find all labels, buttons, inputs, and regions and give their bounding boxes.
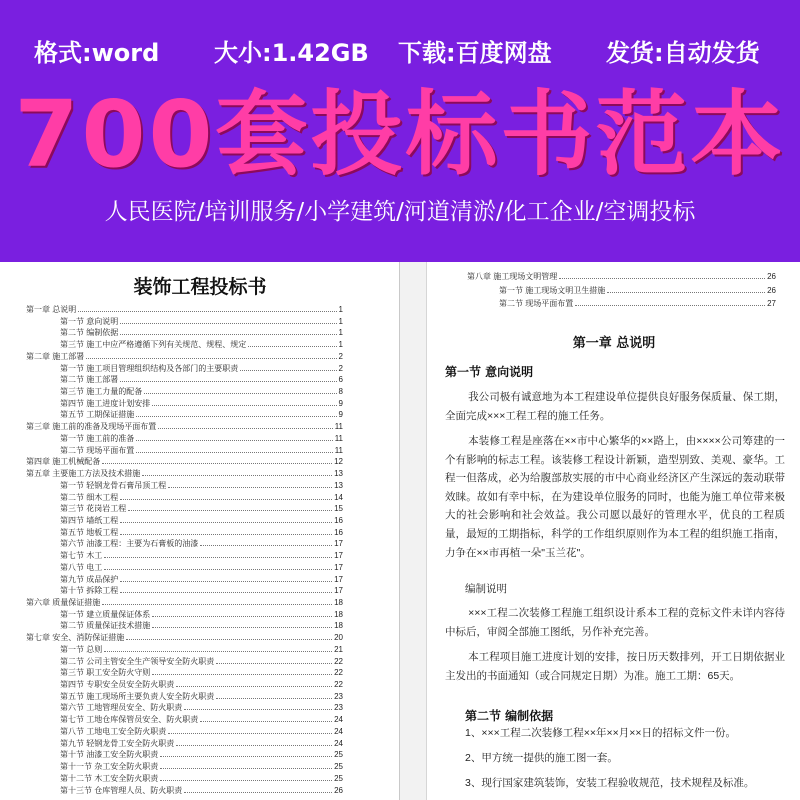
toc-section-row <box>60 561 343 572</box>
toc-entry-text: 第一节 轻钢龙骨石膏吊顶工程 <box>60 480 167 490</box>
toc-dot-leader <box>104 569 332 570</box>
toc-page-number: 24 <box>334 726 343 736</box>
toc-dot-leader <box>176 686 332 687</box>
main-title: 700套投标书范本 <box>14 81 786 188</box>
toc-dot-leader <box>168 487 332 488</box>
toc-entry-text: 第五节 地板工程 <box>60 527 119 537</box>
toc-entry-text: 第四节 施工进度计划安排 <box>60 398 151 408</box>
body-paragraph: 本装修工程是座落在××市中心繁华的××路上，由××××公司筹建的一个有影响的标志工程。该装修工程设计新颖，造型别致、美观、豪华。工程一但落成，必为给腹部敖实展的市中心商业经济区产生深远的轰动联带效睐。故如有幸中标，在为建设单位服务的同时，也能为施工单位带来极大的社会影响和社会效益。我公司愿以最好的管理水平，优良的工程质量，最短的工期指标，科学的工作组织原则作为本工程的组织施工指南，力争在××市再植一朵"玉兰花"。 <box>445 435 785 559</box>
toc-section-row <box>60 643 343 654</box>
toc-section-row <box>60 444 343 455</box>
format-label: 格式:word <box>34 38 160 67</box>
toc-page-number: 27 <box>767 299 776 308</box>
toc-dot-leader <box>120 334 336 335</box>
toc-dot-leader <box>152 405 336 406</box>
toc-dot-leader <box>160 756 332 757</box>
toc-entry-text: 第一节 建立质量保证体系 <box>60 609 151 619</box>
toc-section-row <box>499 297 776 308</box>
toc-dot-leader <box>607 292 765 293</box>
toc-entry-text: 第三节 职工安全防火守则 <box>60 668 151 678</box>
toc-chapter-row <box>26 467 343 478</box>
toc-dot-leader <box>200 545 332 546</box>
toc-page-number: 22 <box>334 656 343 666</box>
toc-page-number: 17 <box>334 551 343 561</box>
toc-section-row <box>60 713 343 724</box>
toc-dot-leader <box>240 370 336 371</box>
toc-page-number: 25 <box>334 762 343 772</box>
toc-section-row <box>60 678 343 689</box>
toc-entry-text: 第四章 施工机械配备 <box>26 457 101 467</box>
toc-page-number: 9 <box>338 398 343 408</box>
document-page-left <box>0 262 400 800</box>
toc-entry-text: 第二节 细木工程 <box>60 492 119 502</box>
toc-page-number: 2 <box>338 363 343 373</box>
toc-section-row <box>60 573 343 584</box>
toc-page-number: 22 <box>334 680 343 690</box>
list-item: 3、现行国家建筑装饰，安装工程验收规范，技术规程及标准。 <box>465 777 755 789</box>
toc-entry-text: 第九节 成品保护 <box>60 574 119 584</box>
toc-page-number: 18 <box>334 598 343 607</box>
toc-entry-text: 第一节 施工前的准备 <box>60 433 135 443</box>
toc-dot-leader <box>128 510 332 511</box>
list-item: 1、×××工程二次装修工程××年××月××日的招标文件一份。 <box>465 727 737 739</box>
toc-section-row <box>60 491 343 502</box>
toc-page-number: 11 <box>334 422 343 432</box>
toc-entry-text: 第十二节 木工安全防火职责 <box>60 773 159 783</box>
toc-section-row <box>60 408 343 419</box>
toc-page-number: 13 <box>334 480 343 490</box>
toc-section-row <box>60 338 343 349</box>
toc-entry-text: 第一节 总则 <box>60 644 103 654</box>
toc-page-number: 24 <box>334 738 343 748</box>
toc-dot-leader <box>152 616 332 617</box>
toc-chapter-row <box>26 420 343 431</box>
toc-section-row <box>499 284 776 295</box>
toc-page-number: 2 <box>338 351 343 361</box>
toc-entry-text: 第一章 总说明 <box>26 305 77 314</box>
toc-dot-leader <box>184 709 332 710</box>
toc-page-number: 11 <box>334 433 343 443</box>
body-paragraph: ×××工程二次装修工程施工组织设计系本工程的竞标文件未详内容待中标后，审阅全部施工图纸，另作补充完善。 <box>445 607 785 638</box>
toc-dot-leader <box>102 463 332 464</box>
toc-dot-leader <box>120 381 336 382</box>
toc-entry-text: 第十节 拆除工程 <box>60 586 119 596</box>
toc-chapter-row <box>467 270 776 281</box>
toc-entry-text: 第八章 施工现场文明管理 <box>467 272 558 281</box>
download-label: 下载:百度网盘 <box>398 38 552 67</box>
toc-section-row <box>60 701 343 712</box>
toc-page-number: 24 <box>334 715 343 725</box>
toc-page-number: 17 <box>334 562 343 572</box>
toc-dot-leader <box>126 639 332 640</box>
size-label: 大小:1.42GB <box>214 38 369 67</box>
toc-entry-text: 第九节 轻钢龙骨工安全防火职责 <box>60 738 175 748</box>
toc-dot-leader <box>575 305 765 306</box>
toc-page-number: 17 <box>334 539 343 549</box>
toc-section-row <box>60 432 343 443</box>
toc-dot-leader <box>120 581 332 582</box>
toc-entry-text: 第三节 花岗岩工程 <box>60 504 127 514</box>
toc-dot-leader <box>120 592 332 593</box>
toc-dot-leader <box>160 780 332 781</box>
toc-section-row <box>60 362 343 373</box>
document-title: 装饰工程投标书 <box>133 276 267 298</box>
chapter-title: 第一章 总说明 <box>572 336 656 351</box>
toc-entry-text: 第一节 意向说明 <box>60 316 119 326</box>
toc-page-number: 21 <box>334 644 343 654</box>
toc-dot-leader <box>136 416 336 417</box>
toc-section-row <box>60 748 343 759</box>
toc-entry-text: 第四节 墙纸工程 <box>60 515 119 525</box>
toc-section-row <box>60 514 343 525</box>
toc-page-number: 17 <box>334 586 343 596</box>
delivery-label: 发货:自动发货 <box>606 38 760 67</box>
toc-entry-text: 第六节 工地管理员安全、防火职责 <box>60 703 183 713</box>
toc-dot-leader <box>158 428 332 429</box>
toc-page-number: 22 <box>334 668 343 678</box>
toc-dot-leader <box>152 627 332 628</box>
toc-section-row <box>60 772 343 783</box>
toc-page-number: 25 <box>334 773 343 783</box>
toc-dot-leader <box>216 663 332 664</box>
toc-page-number: 25 <box>334 750 343 760</box>
toc-section-row <box>60 502 343 513</box>
body-paragraph: 本工程项目施工进度计划的安排，按日历天数排列，开工日期依据业主发出的书面通知（或合同规定日期）为准。施工工期：65天。 <box>445 651 785 682</box>
toc-dot-leader <box>136 440 332 441</box>
toc-dot-leader <box>216 698 332 699</box>
toc-page-number: 16 <box>334 515 343 525</box>
toc-section-row <box>60 690 343 701</box>
toc-entry-text: 第二节 质量保证技术措施 <box>60 621 151 631</box>
toc-page-number: 12 <box>334 457 343 467</box>
section-title: 第二节 编制依据 <box>465 709 554 723</box>
toc-section-row <box>60 479 343 490</box>
toc-entry-text: 第十三节 仓库管理人员、防火职责 <box>60 785 183 795</box>
toc-page-number: 13 <box>334 469 343 479</box>
toc-chapter-row <box>26 455 343 466</box>
toc-entry-text: 第五节 工期保证措施 <box>60 410 135 420</box>
toc-dot-leader <box>248 346 336 347</box>
toc-entry-text: 第六章 质量保证措施 <box>26 598 101 607</box>
toc-dot-leader <box>104 557 332 558</box>
toc-entry-text: 第十节 油漆工安全防火职责 <box>60 750 159 760</box>
toc-page-number: 1 <box>338 340 343 350</box>
toc-page-number: 18 <box>334 621 343 631</box>
toc-section-row <box>60 725 343 736</box>
toc-dot-leader <box>168 733 332 734</box>
toc-entry-text: 第二节 现场平面布置 <box>60 445 135 455</box>
toc-page-number: 26 <box>334 785 343 795</box>
toc-entry-text: 第二节 编制依据 <box>60 328 119 338</box>
toc-chapter-row <box>26 596 343 607</box>
toc-page-number: 20 <box>334 633 343 643</box>
toc-entry-text: 第三节 施工力量的配备 <box>60 387 143 397</box>
toc-page-number: 11 <box>334 445 343 455</box>
toc-page-number: 1 <box>338 316 343 326</box>
toc-dot-leader <box>120 323 336 324</box>
section-title: 第一节 意向说明 <box>445 365 534 379</box>
page-gap <box>400 262 426 800</box>
body-paragraph: 我公司极有诚意地为本工程建设单位提供良好服务保质量、保工期，全面完成×××工程工程的施工任务。 <box>445 391 785 422</box>
toc-dot-leader <box>144 393 336 394</box>
toc-entry-text: 第七节 木工 <box>60 551 103 561</box>
toc-entry-text: 第七章 安全、消防保证措施 <box>26 633 125 643</box>
toc-page-number: 26 <box>767 285 776 295</box>
toc-entry-text: 第四节 专职安全员安全防火职责 <box>60 680 175 690</box>
toc-section-row <box>60 385 343 396</box>
toc-entry-text: 第二章 施工部署 <box>26 351 85 361</box>
document-page-right <box>426 262 800 800</box>
toc-dot-leader <box>200 721 332 722</box>
toc-section-row <box>60 526 343 537</box>
toc-entry-text: 第一节 施工现场文明卫生措施 <box>499 285 606 295</box>
toc-dot-leader <box>120 499 332 500</box>
promo-banner <box>0 0 800 262</box>
toc-dot-leader <box>142 475 332 476</box>
toc-page-number: 26 <box>767 272 776 281</box>
list-item: 2、甲方统一提供的施工图一套。 <box>465 752 618 764</box>
category-subtitle: 人民医院/培训服务/小学建筑/河道清淤/化工企业/空调投标 <box>104 199 696 225</box>
toc-entry-text: 第十一节 杂工安全防火职责 <box>60 762 159 772</box>
toc-dot-leader <box>120 522 332 523</box>
toc-entry-text: 第五节 施工现场所主要负责人安全防火职责 <box>60 691 215 701</box>
toc-entry-text: 第七节 工地仓库保管员安全、防火职责 <box>60 715 199 725</box>
toc-page-number: 16 <box>334 527 343 537</box>
toc-page-number: 1 <box>338 328 343 338</box>
subsection-label: 编制说明 <box>465 583 507 595</box>
toc-dot-leader <box>184 792 332 793</box>
toc-page-number: 23 <box>334 703 343 713</box>
toc-dot-leader <box>136 452 332 453</box>
toc-page-number: 6 <box>338 375 343 385</box>
toc-entry-text: 第三章 施工前的准备及现场平面布置 <box>26 422 157 432</box>
toc-entry-text: 第一节 施工项目管理组织结构及各部门的主要职责 <box>60 363 239 373</box>
toc-page-number: 15 <box>334 504 343 514</box>
toc-dot-leader <box>176 745 332 746</box>
toc-section-row <box>60 760 343 771</box>
toc-section-row <box>60 608 343 619</box>
toc-entry-text: 第六节 油漆工程：主要为石膏板的油漆 <box>60 539 199 549</box>
toc-section-row <box>60 584 343 595</box>
toc-dot-leader <box>160 768 332 769</box>
toc-entry-text: 第二节 现场平面布置 <box>499 299 574 308</box>
toc-page-number: 1 <box>338 305 343 314</box>
toc-section-row <box>60 549 343 560</box>
toc-dot-leader <box>559 278 765 279</box>
toc-entry-text: 第八节 电工 <box>60 562 103 572</box>
toc-page-number: 18 <box>334 609 343 619</box>
toc-dot-leader <box>104 651 332 652</box>
toc-section-row <box>60 784 343 795</box>
toc-page-number: 23 <box>334 691 343 701</box>
toc-page-number: 8 <box>338 387 343 397</box>
toc-section-row <box>60 326 343 337</box>
toc-section-row <box>60 619 343 630</box>
toc-section-row <box>60 666 343 677</box>
toc-entry-text: 第二节 公司主管安全生产领导安全防火职责 <box>60 656 215 666</box>
toc-dot-leader <box>78 311 336 312</box>
toc-entry-text: 第五章 主要施工方法及技术措施 <box>26 469 141 479</box>
toc-page-number: 14 <box>334 492 343 502</box>
toc-chapter-row <box>26 303 343 314</box>
toc-dot-leader <box>86 358 336 359</box>
toc-page-number: 17 <box>334 574 343 584</box>
toc-section-row <box>60 315 343 326</box>
toc-section-row <box>60 397 343 408</box>
toc-section-row <box>60 373 343 384</box>
toc-dot-leader <box>102 604 332 605</box>
toc-chapter-row <box>26 631 343 642</box>
toc-section-row <box>60 737 343 748</box>
toc-entry-text: 第八节 工地电工安全防火职责 <box>60 726 167 736</box>
toc-section-row <box>60 655 343 666</box>
toc-dot-leader <box>152 674 332 675</box>
toc-entry-text: 第三节 施工中应严格遵循下列有关规范、规程、规定 <box>60 340 247 350</box>
toc-dot-leader <box>120 534 332 535</box>
toc-section-row <box>60 537 343 548</box>
toc-chapter-row <box>26 350 343 361</box>
toc-entry-text: 第二节 施工部署 <box>60 375 119 385</box>
toc-page-number: 9 <box>338 410 343 420</box>
